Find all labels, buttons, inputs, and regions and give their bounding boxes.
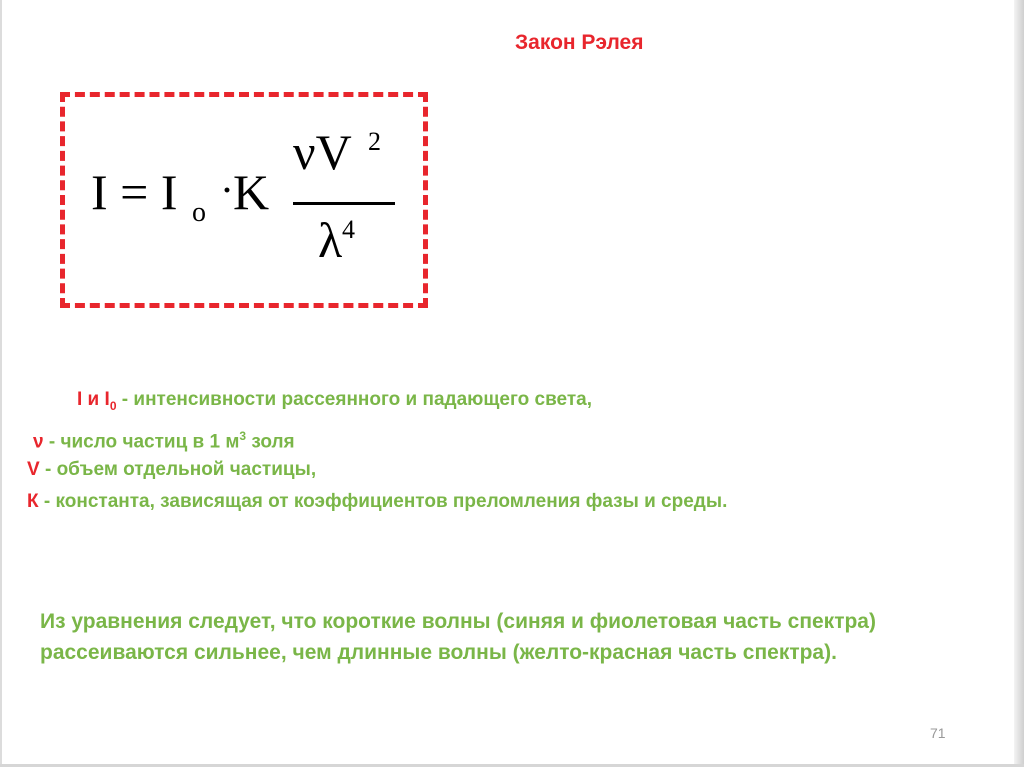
page-number: 71 — [930, 725, 946, 741]
definition-text: - интенсивности рассеянного и падающего света, — [116, 389, 593, 410]
definition-symbol: I и $I_0$ — [77, 389, 117, 413]
formula-numerator-exponent: 2 — [368, 127, 381, 156]
slide-right-edge — [1014, 0, 1024, 767]
definition-text: - число частиц в 1 м — [43, 431, 240, 453]
formula-denominator: λ — [318, 212, 343, 268]
definition-symbol: ν — [33, 431, 44, 453]
formula-lhs-subscript: o — [192, 197, 206, 228]
definition-intensity — [77, 388, 592, 418]
definition-text: - константа, зависящая от коэффициентов преломления фазы и среды. — [38, 491, 728, 512]
definition-text: - объем отдельной частицы, — [39, 459, 317, 480]
definition-symbol: К — [27, 491, 39, 512]
formula-lhs: I = I — [91, 164, 178, 220]
formula-dot: · — [220, 168, 234, 214]
rayleigh-formula — [60, 92, 428, 308]
slide-title: Закон Рэлея — [515, 31, 644, 54]
formula-factor: K — [233, 164, 270, 220]
definition-constant — [27, 490, 727, 514]
slide-left-edge — [0, 0, 2, 767]
definition-superscript: 3 — [239, 429, 247, 443]
definition-particle-count — [33, 424, 295, 454]
definition-symbol: V — [27, 459, 40, 480]
fraction-bar — [293, 202, 395, 205]
formula-denominator-exponent: 4 — [342, 215, 355, 244]
conclusion-text: Из уравнения следует, что короткие волны (синяя и фиолетовая часть спектра) рассеиваются сильнее, чем длинные волны (желто-красная часть спектра). — [40, 610, 876, 664]
definition-text-after: золя — [246, 431, 295, 453]
formula-numerator: νV — [293, 124, 352, 180]
definition-particle-volume — [27, 458, 316, 482]
